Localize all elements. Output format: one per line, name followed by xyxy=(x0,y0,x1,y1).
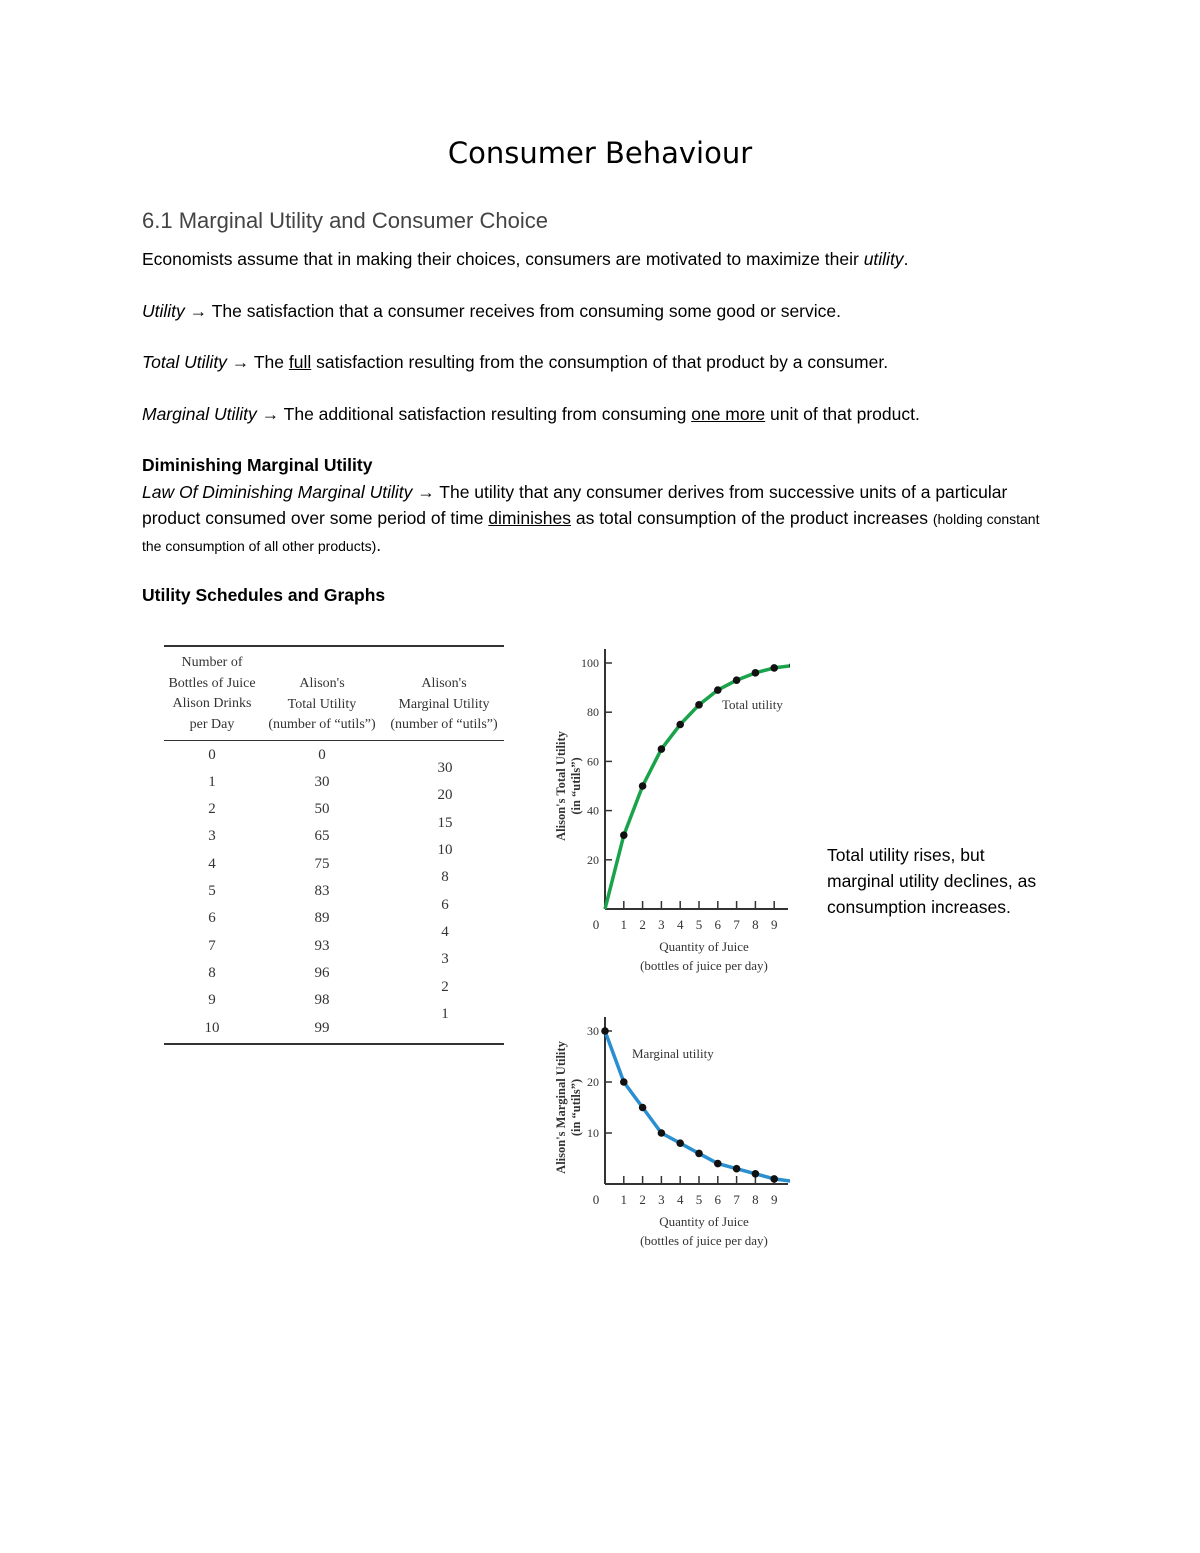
x-tick-label: 3 xyxy=(658,917,665,932)
cell-total-utility: 89 xyxy=(314,910,330,927)
data-point xyxy=(658,1129,666,1137)
x-tick-label: 5 xyxy=(695,1192,703,1207)
data-point xyxy=(733,676,741,684)
cell-quantity: 2 xyxy=(208,801,216,818)
y-tick-label: 40 xyxy=(587,803,599,818)
cell-marginal-utility: 2 xyxy=(441,978,449,995)
data-point xyxy=(601,1027,609,1035)
x-tick-label: 5 xyxy=(695,917,703,932)
data-point xyxy=(752,669,760,677)
x-tick-label: 9 xyxy=(770,917,778,932)
y-tick-label: 20 xyxy=(587,1075,599,1089)
table-body xyxy=(164,741,504,1043)
side-note: Total utility rises, but marginal utility declines, as consumption increases. xyxy=(827,845,1037,917)
cell-marginal-utility: 6 xyxy=(441,896,449,913)
cell-quantity: 9 xyxy=(208,992,216,1009)
x-tick-label: 1 xyxy=(620,1192,628,1207)
header-total-utility: Alison's Total Utility (number of “utils”) xyxy=(268,676,376,732)
data-point xyxy=(639,1104,647,1112)
document-title: Consumer Behaviour xyxy=(447,136,753,170)
data-point xyxy=(789,662,790,670)
x-axis-title: Quantity of Juice xyxy=(659,1214,749,1229)
schedules-heading: Utility Schedules and Graphs xyxy=(142,585,386,605)
y-axis-title: Alison's Total Utility xyxy=(554,731,568,841)
cell-quantity: 0 xyxy=(208,746,216,763)
series-label: Marginal utility xyxy=(632,1046,714,1061)
definition-marginal-utility: Marginal Utility → The additional satisfaction resulting from consuming one more unit of that product. xyxy=(142,404,920,424)
data-point xyxy=(676,721,684,729)
cell-total-utility: 0 xyxy=(318,746,326,763)
data-point xyxy=(770,1175,778,1183)
data-point xyxy=(676,1139,684,1147)
marginal-utility-chart xyxy=(550,1010,790,1250)
data-point xyxy=(714,686,722,694)
x-tick-label: 3 xyxy=(658,1192,665,1207)
cell-quantity: 3 xyxy=(208,828,216,845)
x-tick-label: 1 xyxy=(620,917,628,932)
cell-marginal-utility: 20 xyxy=(437,787,453,804)
data-point xyxy=(770,664,778,672)
cell-quantity: 4 xyxy=(208,855,216,872)
cell-quantity: 8 xyxy=(208,964,216,981)
definition-utility: Utility → The satisfaction that a consumer receives from consuming some good or service. xyxy=(142,301,841,321)
cell-quantity: 6 xyxy=(208,910,216,927)
data-point xyxy=(695,701,703,709)
utility-schedule-table xyxy=(164,645,504,1045)
x-tick-label: 6 xyxy=(714,917,722,932)
y-tick-label: 80 xyxy=(587,705,599,720)
cell-total-utility: 93 xyxy=(314,937,330,954)
data-point xyxy=(714,1160,722,1168)
x-axis-subtitle: (bottles of juice per day) xyxy=(640,1233,768,1248)
y-tick-label: 20 xyxy=(587,852,599,867)
cell-quantity: 1 xyxy=(208,773,216,790)
cell-total-utility: 65 xyxy=(314,828,330,845)
intro-paragraph: Economists assume that in making their choices, consumers are motivated to maximize their utility. xyxy=(142,249,909,269)
x-tick-label: 7 xyxy=(733,1192,740,1207)
y-axis-subtitle: (in “utils”) xyxy=(569,1078,583,1137)
data-point xyxy=(620,1078,628,1086)
data-point xyxy=(658,745,666,753)
x-tick-label: 4 xyxy=(676,1192,684,1207)
x-tick-label: 9 xyxy=(770,1192,778,1207)
y-tick-label: 30 xyxy=(587,1024,599,1038)
cell-marginal-utility: 1 xyxy=(441,1005,449,1022)
dmu-heading: Diminishing Marginal Utility xyxy=(142,455,373,475)
dmu-law-paragraph: Law Of Diminishing Marginal Utility → The utility that any consumer derives from successive units of a particular product consumed over some period of time diminishes as total consumption of the product increases (holding constant the consumption of all other products). xyxy=(142,482,1040,555)
x-tick-label: 0 xyxy=(592,917,600,932)
data-point xyxy=(620,831,628,839)
data-point xyxy=(752,1170,760,1178)
x-tick-label: 2 xyxy=(639,917,646,932)
cell-total-utility: 75 xyxy=(314,855,330,872)
y-axis-subtitle: (in “utils”) xyxy=(569,757,583,815)
cell-marginal-utility: 15 xyxy=(437,814,453,831)
x-axis-title: Quantity of Juice xyxy=(659,939,749,954)
data-point xyxy=(695,1150,703,1158)
x-tick-label: 8 xyxy=(752,1192,759,1207)
x-tick-label: 0 xyxy=(592,1192,600,1207)
table-header xyxy=(164,647,504,740)
series-label: Total utility xyxy=(722,697,783,712)
header-marginal-utility: Alison's Marginal Utility (number of “utils”) xyxy=(390,676,498,732)
y-tick-label: 60 xyxy=(587,754,599,769)
y-tick-label: 100 xyxy=(581,656,599,670)
cell-marginal-utility: 8 xyxy=(441,869,449,886)
cell-quantity: 7 xyxy=(208,937,216,954)
y-axis-title: Alison's Marginal Utility xyxy=(554,1041,568,1174)
cell-marginal-utility: 4 xyxy=(441,923,449,940)
cell-total-utility: 50 xyxy=(314,801,330,818)
data-point xyxy=(639,782,647,790)
cell-total-utility: 83 xyxy=(314,883,330,899)
cell-marginal-utility: 30 xyxy=(437,760,453,777)
data-point xyxy=(733,1165,741,1173)
section-heading: 6.1 Marginal Utility and Consumer Choice xyxy=(142,208,548,233)
cell-total-utility: 96 xyxy=(314,964,330,981)
cell-total-utility: 98 xyxy=(314,992,330,1009)
x-tick-label: 4 xyxy=(676,917,684,932)
x-tick-label: 2 xyxy=(639,1192,646,1207)
x-tick-label: 8 xyxy=(752,917,759,932)
y-tick-label: 10 xyxy=(587,1126,599,1140)
cell-marginal-utility: 10 xyxy=(437,842,453,859)
cell-marginal-utility: 3 xyxy=(441,951,449,968)
header-quantity: Number of Bottles of Juice Alison Drinks per Day xyxy=(168,655,256,732)
cell-total-utility: 99 xyxy=(314,1019,330,1036)
cell-quantity: 10 xyxy=(204,1019,220,1036)
x-tick-label: 6 xyxy=(714,1192,722,1207)
total-utility-chart xyxy=(550,645,790,980)
x-axis-subtitle: (bottles of juice per day) xyxy=(640,958,768,973)
definition-total-utility: Total Utility → The full satisfaction resulting from the consumption of that product by a consumer. xyxy=(142,352,889,372)
x-tick-label: 7 xyxy=(733,917,740,932)
cell-total-utility: 30 xyxy=(314,773,330,790)
cell-quantity: 5 xyxy=(208,883,216,899)
